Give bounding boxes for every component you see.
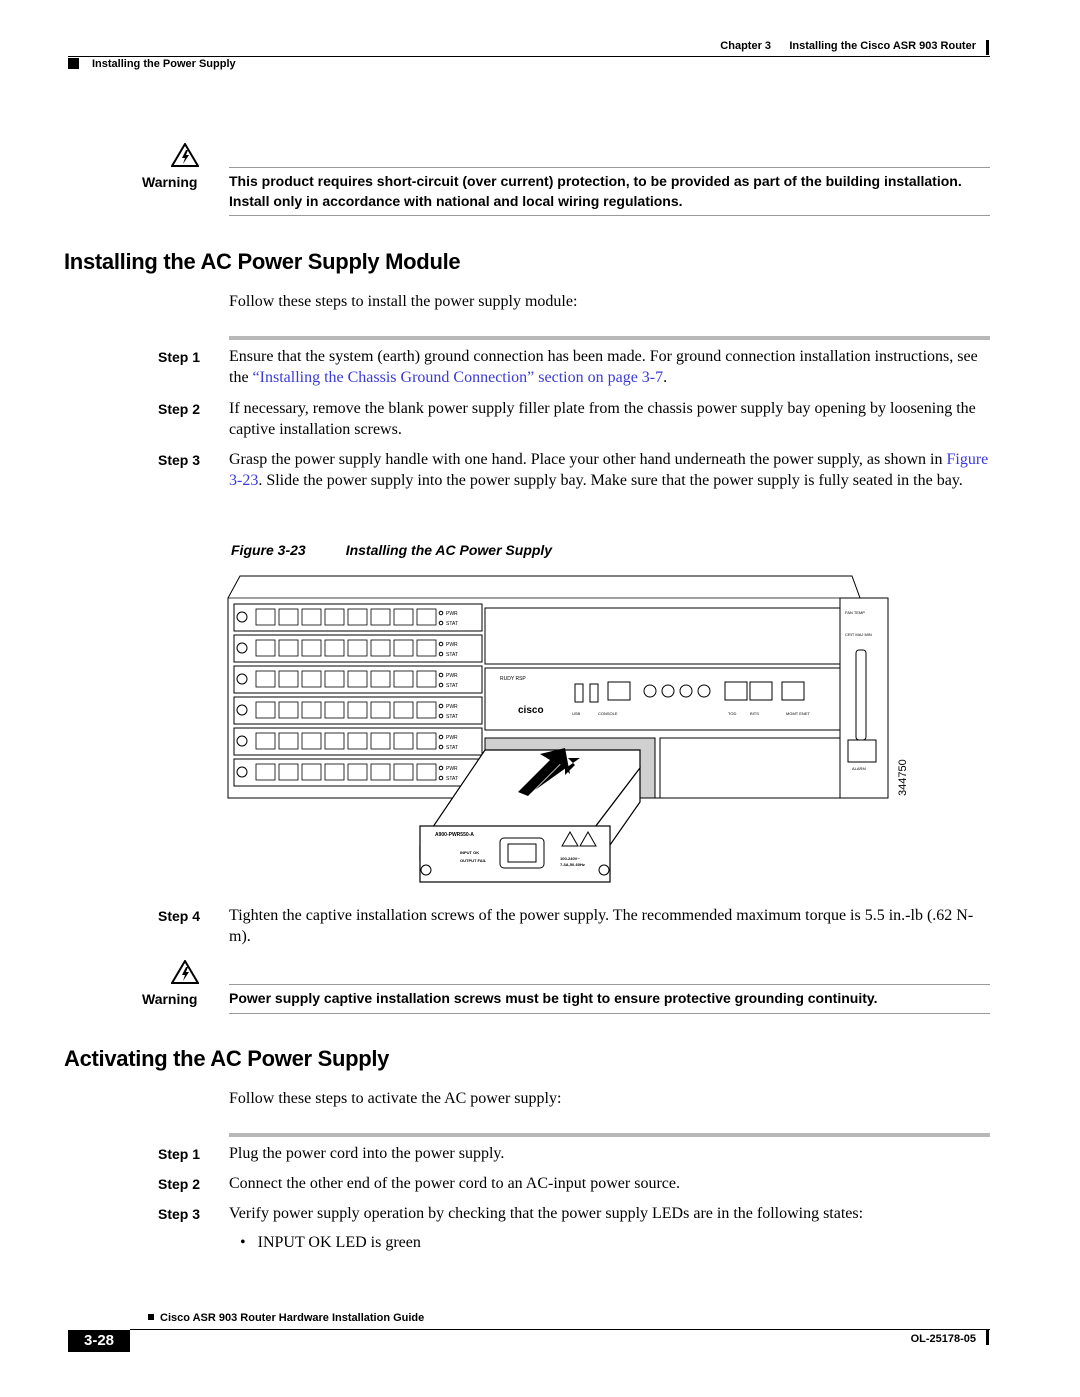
step-label: Step 1: [158, 349, 201, 365]
warning-text: This product requires short-circuit (over current) protection, to be provided as part of the building installation. Install only in accordance with national and local wiring regulations.: [229, 173, 962, 209]
footer-bar-marker: [986, 1330, 989, 1345]
rsp-bay-top: [485, 608, 840, 664]
power-supply-bay-2: [660, 738, 840, 798]
psu-rating-voltage: 100-240V~: [560, 856, 580, 861]
psu-led-input: INPUT OK: [460, 850, 480, 855]
interface-module: [234, 666, 482, 693]
running-header-chapter: Chapter 3 Installing the Cisco ASR 903 Router: [720, 40, 976, 52]
led-label-stat: STAT: [446, 745, 459, 751]
header-bar-marker: [986, 40, 989, 55]
header-rule: [68, 56, 990, 57]
warning-triangle-icon: [171, 960, 199, 984]
footer-guide-title: Cisco ASR 903 Router Hardware Installation Guide: [160, 1312, 425, 1324]
warning-bottom-rule: [229, 215, 990, 216]
warning-text: Power supply captive installation screws must be tight to ensure protective grounding continuity.: [229, 990, 878, 1006]
psu-rating-current: 7-3A,50-60Hz: [560, 862, 585, 867]
led-label-stat: STAT: [446, 621, 459, 627]
led-label-stat: STAT: [446, 652, 459, 658]
figure-reference-link[interactable]: Figure 3-23: [229, 451, 989, 489]
step-text: Tighten the captive installation screws of the power supply. The recommended maximum torque is 5.5 in.-lb (.62 N-m).: [229, 907, 974, 945]
led-label-stat: STAT: [446, 776, 459, 782]
step-text: Grasp the power supply handle with one hand. Place your other hand underneath the power supply, as shown in Figure 3-23. Slide the power supply into the power supply bay. Make sure that the power supply is fully seated in the bay.: [229, 451, 989, 489]
warning-triangle-icon: [171, 143, 199, 167]
step-label: Step 2: [158, 1176, 201, 1192]
psu-model-label: A900-PWR550-A: [435, 832, 474, 838]
step-text: Verify power supply operation by checking that the power supply LEDs are in the following states:: [229, 1205, 864, 1222]
section-heading: Activating the AC Power Supply: [64, 1046, 390, 1071]
footer-rule: [130, 1329, 990, 1330]
document-id: OL-25178-05: [910, 1333, 976, 1345]
step-label: Step 3: [158, 452, 201, 468]
brand-logo: cisco: [518, 705, 544, 716]
step-text: Connect the other end of the power cord to an AC-input power source.: [229, 1175, 680, 1192]
led-label-stat: STAT: [446, 683, 459, 689]
warning-label: Warning: [142, 991, 198, 1007]
psu-led-output: OUTPUT FAIL: [460, 858, 487, 863]
interface-module: [234, 635, 482, 662]
rsp-label: RUDY RSP: [500, 676, 526, 682]
figure-caption: [231, 542, 552, 558]
section-intro: Follow these steps to activate the AC power supply:: [229, 1090, 562, 1107]
rsp-console-label: CONSOLE: [598, 711, 618, 716]
section-heading: Installing the AC Power Supply Module: [64, 249, 461, 274]
rsp-usb-label: USB: [572, 711, 581, 716]
router-chassis-figure: [220, 570, 920, 890]
rsp-module: [485, 668, 840, 730]
step-label: Step 2: [158, 401, 201, 417]
led-label-stat: STAT: [446, 714, 459, 720]
section-intro: Follow these steps to install the power supply module:: [229, 293, 578, 310]
warning-label: Warning: [142, 174, 198, 190]
rsp-bits-label: BITS: [750, 711, 759, 716]
step-label: Step 1: [158, 1146, 201, 1162]
led-label-pwr: PWR: [446, 766, 458, 772]
step-text: Ensure that the system (earth) ground connection has been made. For ground connection installation instructions, see the “Installing the Chassis Ground Connection” section on page 3-7.: [229, 348, 978, 386]
led-label-pwr: PWR: [446, 673, 458, 679]
led-label-pwr: PWR: [446, 704, 458, 710]
rsp-mgmt-label: MGMT ENET: [786, 711, 810, 716]
header-square-marker: [68, 58, 79, 69]
figure-number: Figure 3-23: [231, 542, 306, 558]
running-header-section: Installing the Power Supply: [92, 58, 236, 70]
warning-top-rule: [229, 167, 990, 168]
page-number: 3-28: [68, 1330, 130, 1352]
figure-title: Installing the AC Power Supply: [345, 542, 553, 558]
interface-module: [234, 728, 482, 755]
step-label: Step 4: [158, 908, 201, 924]
alarm-leds-label: CRIT MAJ MIN: [845, 632, 872, 637]
bullet-icon: •: [240, 1234, 246, 1251]
led-label-pwr: PWR: [446, 611, 458, 617]
warning-top-rule: [229, 984, 990, 985]
led-label-pwr: PWR: [446, 642, 458, 648]
cross-reference-link[interactable]: “Installing the Chassis Ground Connection” section on page 3-7: [252, 369, 664, 386]
warning-bottom-rule: [229, 1013, 990, 1014]
footer-square-marker: [148, 1314, 154, 1320]
steps-rule: [229, 1133, 990, 1137]
step-text: If necessary, remove the blank power supply filler plate from the chassis power supply bay opening by loosening the captive installation screws.: [229, 400, 976, 438]
fan-temp-label: FAN TEMP: [845, 610, 865, 615]
step-label: Step 3: [158, 1206, 201, 1222]
interface-module: [234, 697, 482, 724]
interface-module: [234, 604, 482, 631]
step-text: Plug the power cord into the power supply.: [229, 1145, 505, 1162]
led-label-pwr: PWR: [446, 735, 458, 741]
alarm-label: ALARM: [852, 766, 866, 771]
rsp-tod-label: TOD: [728, 711, 737, 716]
interface-module: [234, 759, 482, 786]
steps-rule: [229, 336, 990, 340]
bullet-item: • INPUT OK LED is green: [240, 1234, 421, 1251]
figure-id: 344750: [897, 759, 909, 796]
